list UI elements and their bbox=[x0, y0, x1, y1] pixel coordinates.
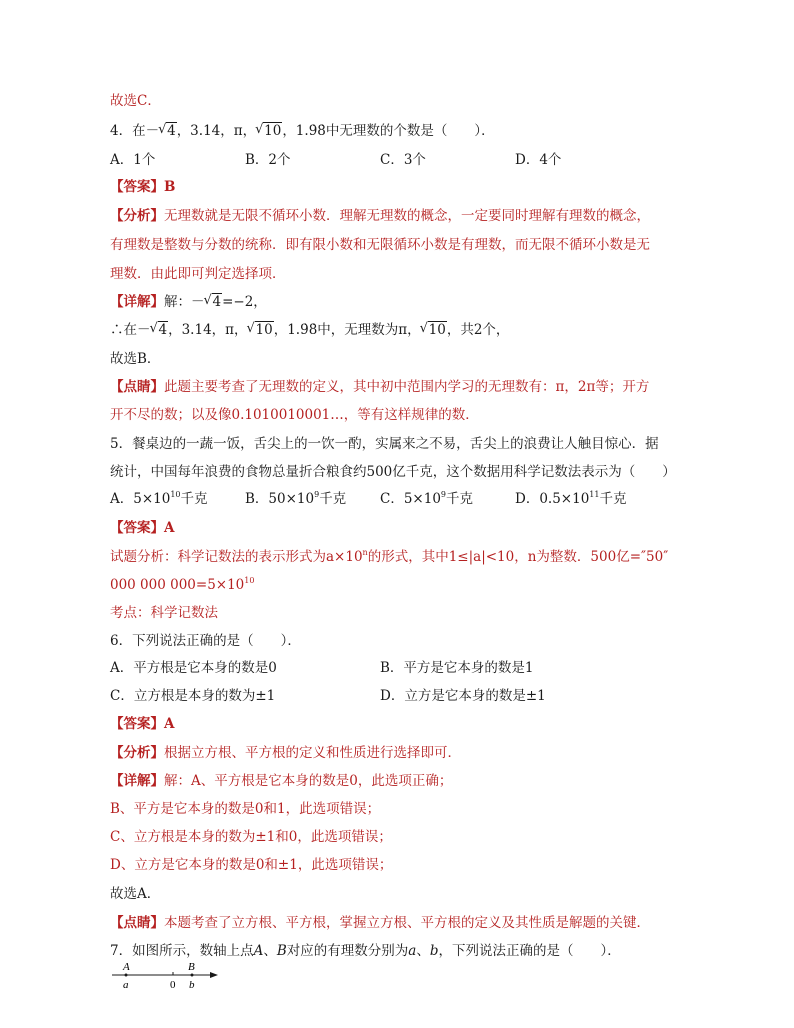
q5-analysis2-exp: 10 bbox=[244, 576, 255, 585]
q5-option-a: A．$5\times 10^{10}$千克 bbox=[110, 490, 208, 507]
q6-comment bbox=[110, 913, 684, 933]
q4-conclude: 故选B． bbox=[110, 351, 161, 367]
q6-conclude: 故选A． bbox=[110, 886, 161, 902]
q4-stem-tail: ，1.9̇8̇中无理数的个数是（ ）． bbox=[282, 123, 495, 139]
axis-label-b: b bbox=[189, 979, 195, 991]
q7-var-a: a bbox=[408, 943, 417, 959]
q4-detail-2b: ，3.14，π， bbox=[168, 322, 248, 338]
axis-label-A: A bbox=[123, 961, 130, 973]
q4-detail-1b: =−2， bbox=[222, 294, 267, 310]
tag-analysis: 【分析】 bbox=[110, 208, 164, 224]
q5-option-b: B．$50\times 10^9$千克 bbox=[245, 490, 347, 507]
sqrt-10: √ 10 bbox=[256, 121, 282, 141]
axis-label-zero: 0 bbox=[170, 979, 176, 991]
q5-analysis-b: 的形式，其中1≤|a|<10，n为整数．500亿=″50″ bbox=[367, 549, 669, 565]
q5-analysis2-a: 000 000 000=5×10 bbox=[110, 577, 245, 593]
q6-option-c: C．立方根是本身的数为±1 bbox=[110, 688, 276, 704]
tag-comment: 【点睛】 bbox=[110, 379, 164, 395]
q4-analysis-2: 有理数是整数与分数的统称．即有限小数和无限循环小数是有理数，而无限不循环小数是无 bbox=[110, 237, 650, 253]
q5-stem-1: 5．餐桌边的一蔬一饭，舌尖上的一饮一酌，实属来之不易，舌尖上的浪费让人触目惊心．据 bbox=[110, 436, 659, 452]
sqrt-4-detail: √ 4 bbox=[205, 292, 223, 312]
axis-label-B: B bbox=[188, 961, 195, 973]
number-line-arrow bbox=[210, 972, 218, 978]
q6-detail-text: 解：A、平方根是它本身的数是0，此选项正确； bbox=[164, 773, 453, 789]
q4-option-c: C．3个 bbox=[380, 152, 426, 168]
tag-detail-q6: 【详解】 bbox=[110, 773, 164, 789]
q5-option-c: C．$5\times 10^9$千克 bbox=[380, 490, 474, 507]
conclusion-prev: 故选C． bbox=[110, 93, 161, 109]
q5-stem-2: 统计，中国每年浪费的食物总量折合粮食约500亿千克，这个数据用科学记数法表示为（ ） bbox=[110, 464, 676, 480]
q6-detail-c: C、立方根是本身的数为±1和0，此选项错误； bbox=[110, 829, 392, 845]
q4-detail-1 bbox=[110, 292, 684, 312]
number-line-figure bbox=[110, 955, 230, 995]
point-b-dot bbox=[191, 974, 194, 977]
q6-comment-text: 本题考查了立方根、平方根，掌握立方根、平方根的定义及其性质是解题的关键． bbox=[164, 915, 650, 931]
q4-detail-2c: ，1.9̇8̇中，无理数为π， bbox=[273, 322, 421, 338]
q4-option-d: D．4个 bbox=[515, 152, 562, 168]
q4-answer: 【答案】B bbox=[110, 179, 176, 195]
q4-detail-2 bbox=[110, 320, 684, 340]
q4-stem-mid: ，3.14，π， bbox=[176, 123, 257, 139]
q4-detail-1a: 解：－ bbox=[164, 294, 205, 310]
q4-analysis-1 bbox=[110, 206, 684, 226]
q6-option-a: A．平方根是它本身的数是0 bbox=[110, 660, 277, 676]
point-a-dot bbox=[125, 974, 128, 977]
q4-detail-2a: ∴在－ bbox=[110, 322, 151, 338]
q4-analysis-3: 理数．由此即可判定选择项． bbox=[110, 266, 286, 282]
sqrt-4-detail2: √ 4 bbox=[151, 320, 169, 340]
q7-stem-c: ，下列说法正确的是（ ）． bbox=[438, 943, 621, 959]
q4-comment-1 bbox=[110, 377, 684, 397]
q7-point-b-label: B bbox=[276, 943, 287, 959]
q4-comment-2: 开不尽的数；以及像0.1010010001…，等有这样规律的数． bbox=[110, 407, 479, 423]
q7-sep2: 、 bbox=[416, 943, 430, 959]
q4-stem-prefix: 4．在－ bbox=[110, 123, 160, 139]
q5-point: 考点：科学记数法 bbox=[110, 605, 218, 621]
q7-stem-a: 7．如图所示，数轴上点 bbox=[110, 943, 254, 959]
tag-detail: 【详解】 bbox=[110, 294, 164, 310]
q6-analysis bbox=[110, 743, 684, 763]
q4-comment-text-1: 此题主要考查了无理数的定义，其中初中范围内学习的无理数有：π，2π等；开方 bbox=[164, 379, 650, 395]
q6-analysis-text: 根据立方根、平方根的定义和性质进行选择即可． bbox=[164, 745, 461, 761]
q4-stem bbox=[110, 121, 684, 141]
axis-label-a: a bbox=[123, 979, 129, 991]
tag-comment-q6: 【点睛】 bbox=[110, 915, 164, 931]
sqrt-10-detail2: √ 10 bbox=[248, 320, 274, 340]
q7-point-a-label: A bbox=[253, 943, 264, 959]
q4-analysis-text-1: 无理数就是无限不循环小数．理解无理数的概念，一定要同时理解有理数的概念， bbox=[164, 208, 650, 224]
q7-var-b: b bbox=[429, 943, 439, 959]
q6-detail bbox=[110, 771, 684, 791]
q6-option-d: D．立方是它本身的数是±1 bbox=[380, 688, 546, 704]
q4-option-a: A．1个 bbox=[110, 152, 156, 168]
q4-option-b: B．2个 bbox=[245, 152, 291, 168]
tag-analysis-q6: 【分析】 bbox=[110, 745, 164, 761]
sqrt-10-detail3: √ 10 bbox=[421, 320, 447, 340]
q7-stem-b: 对应的有理数分别为 bbox=[286, 943, 409, 959]
sqrt-4: √ 4 bbox=[159, 121, 177, 141]
q5-analysis-1 bbox=[110, 547, 684, 567]
q6-detail-d: D、立方是它本身的数是0和±1，此选项错误； bbox=[110, 857, 393, 873]
q5-answer: 【答案】A bbox=[110, 520, 175, 536]
q6-option-b: B．平方是它本身的数是1 bbox=[380, 660, 534, 676]
q6-stem: 6．下列说法正确的是（ ）． bbox=[110, 633, 301, 649]
q5-analysis-a: 试题分析：科学记数法的表示形式为a×10 bbox=[110, 549, 363, 565]
q4-detail-2d: ，共2个， bbox=[446, 322, 510, 338]
q5-analysis-exp: n bbox=[362, 548, 368, 557]
q6-answer: 【答案】A bbox=[110, 716, 175, 732]
q5-option-d: D．$0.5\times 10^{11}$千克 bbox=[515, 490, 627, 507]
q5-analysis-2 bbox=[110, 575, 684, 595]
q7-sep: 、 bbox=[263, 943, 277, 959]
q6-detail-b: B、平方是它本身的数是0和1，此选项错误； bbox=[110, 801, 381, 817]
